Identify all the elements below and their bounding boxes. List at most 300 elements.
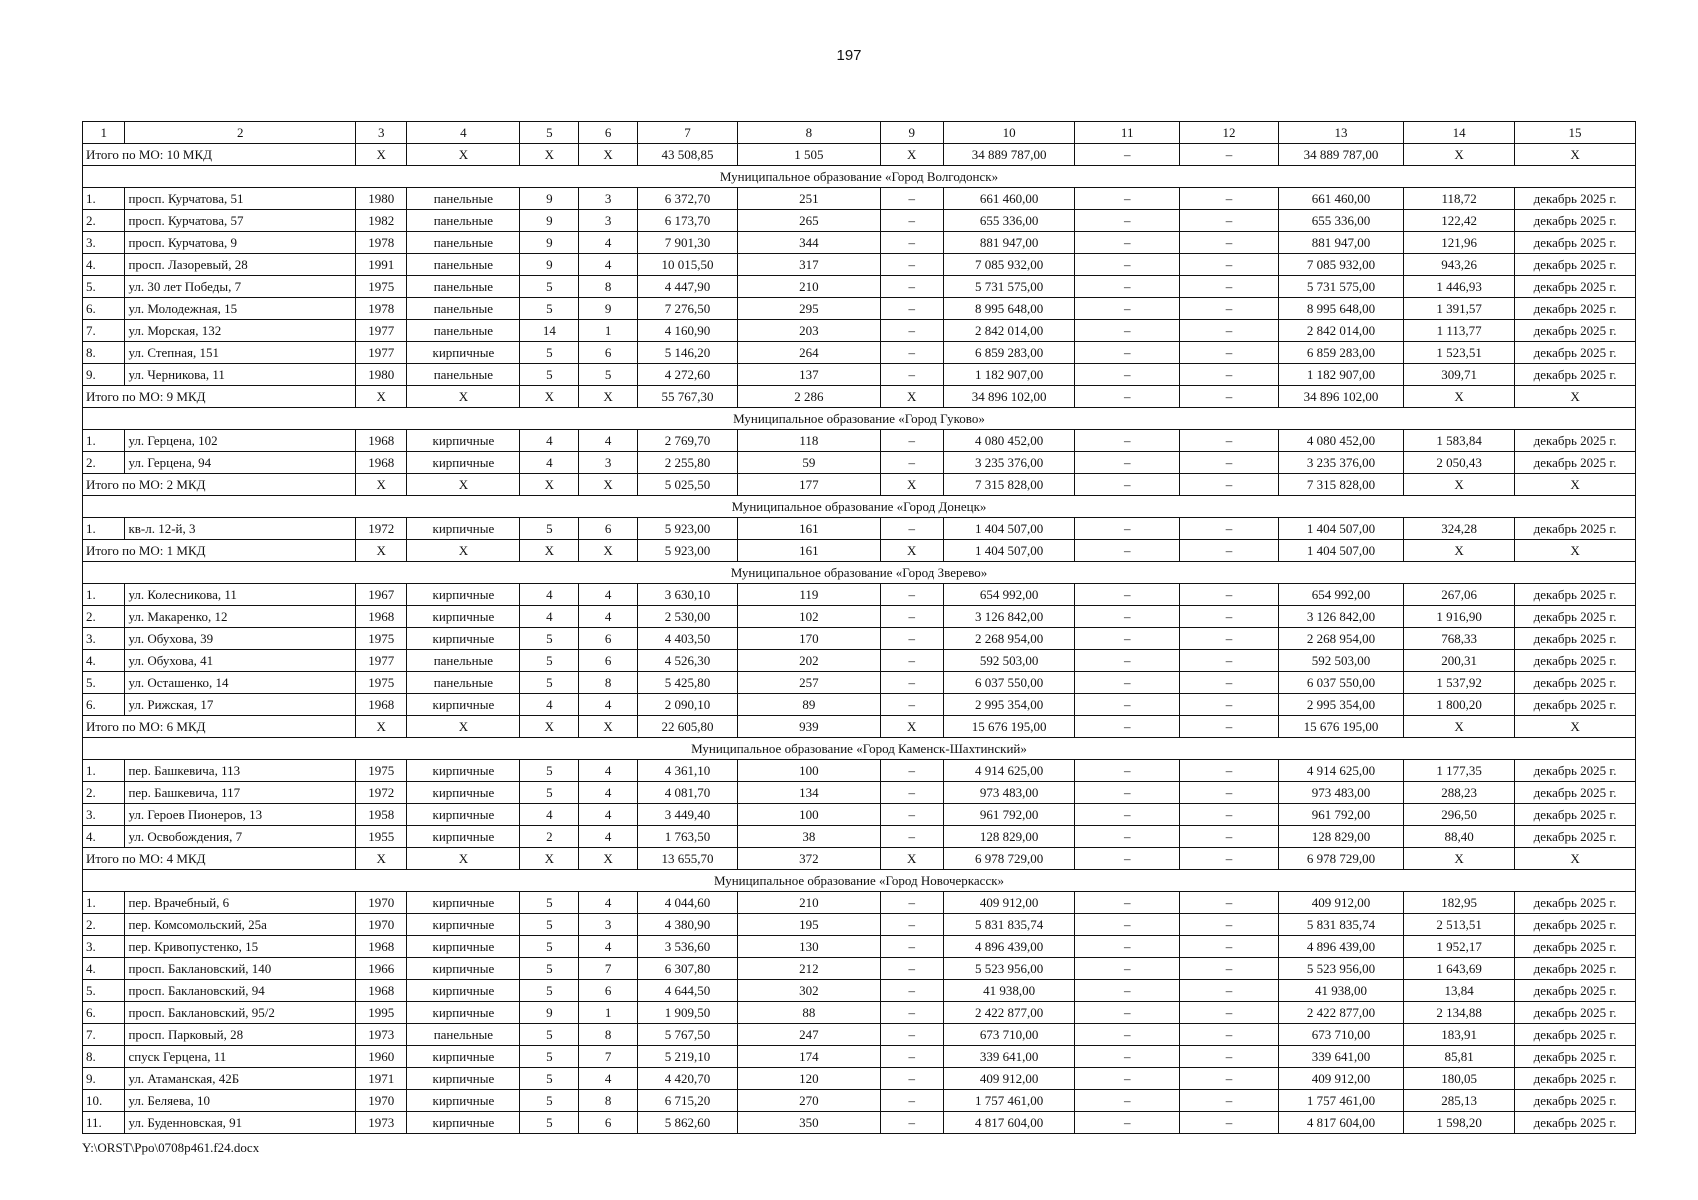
total-cell: X <box>880 144 943 166</box>
table-cell: просп. Курчатова, 57 <box>125 210 356 232</box>
table-cell: 7 <box>579 958 638 980</box>
total-cell: 372 <box>738 848 881 870</box>
table-row <box>83 452 1636 474</box>
table-cell: – <box>1179 782 1278 804</box>
table-cell: кирпичные <box>407 936 520 958</box>
table-cell: 5 <box>520 892 579 914</box>
table-cell: 8 995 648,00 <box>943 298 1075 320</box>
table-cell: 9 <box>579 298 638 320</box>
table-cell: 4 044,60 <box>638 892 738 914</box>
table-cell: 7 085 932,00 <box>1278 254 1403 276</box>
table-cell: – <box>880 276 943 298</box>
total-cell: 1 404 507,00 <box>1278 540 1403 562</box>
table-cell: 13,84 <box>1404 980 1515 1002</box>
table-cell: 5 <box>520 980 579 1002</box>
table-cell: 102 <box>738 606 881 628</box>
table-cell: – <box>1075 606 1179 628</box>
table-cell: 6 859 283,00 <box>1278 342 1403 364</box>
table-cell: 288,23 <box>1404 782 1515 804</box>
total-cell: – <box>1179 474 1278 496</box>
table-cell: 4 526,30 <box>638 650 738 672</box>
table-cell: 270 <box>738 1090 881 1112</box>
table-cell: пер. Врачебный, 6 <box>125 892 356 914</box>
table-cell: – <box>880 320 943 342</box>
table-cell: – <box>1179 584 1278 606</box>
column-number: 3 <box>356 122 407 144</box>
table-cell: 339 641,00 <box>1278 1046 1403 1068</box>
table-cell: – <box>1179 210 1278 232</box>
section-title: Муниципальное образование «Город Новочеркасск» <box>83 870 1636 892</box>
table-cell: 6. <box>83 694 125 716</box>
table-cell: 4 420,70 <box>638 1068 738 1090</box>
table-cell: 961 792,00 <box>1278 804 1403 826</box>
table-cell: 7 276,50 <box>638 298 738 320</box>
table-cell: 10. <box>83 1090 125 1112</box>
table-cell: – <box>1075 804 1179 826</box>
table-cell: 7 <box>579 1046 638 1068</box>
table-cell: 1972 <box>356 518 407 540</box>
table-row <box>83 650 1636 672</box>
table-row <box>83 430 1636 452</box>
table-cell: 122,42 <box>1404 210 1515 232</box>
table-cell: 409 912,00 <box>1278 892 1403 914</box>
total-cell: X <box>579 474 638 496</box>
table-cell: 88 <box>738 1002 881 1024</box>
section-title: Муниципальное образование «Город Гуково» <box>83 408 1636 430</box>
table-row <box>83 1090 1636 1112</box>
table-cell: – <box>1075 694 1179 716</box>
table-cell: 1968 <box>356 430 407 452</box>
table-cell: панельные <box>407 1024 520 1046</box>
table-cell: 1 <box>579 1002 638 1024</box>
table-cell: декабрь 2025 г. <box>1515 254 1636 276</box>
table-cell: 4 <box>579 936 638 958</box>
table-cell: – <box>1075 650 1179 672</box>
total-cell: X <box>1404 716 1515 738</box>
table-cell: 1995 <box>356 1002 407 1024</box>
table-cell: 11. <box>83 1112 125 1134</box>
table-cell: 409 912,00 <box>943 1068 1075 1090</box>
total-cell: 34 889 787,00 <box>943 144 1075 166</box>
total-cell: X <box>407 540 520 562</box>
total-cell: 22 605,80 <box>638 716 738 738</box>
table-cell: 2 769,70 <box>638 430 738 452</box>
total-cell: X <box>407 144 520 166</box>
total-cell: – <box>1179 144 1278 166</box>
table-cell: – <box>1075 518 1179 540</box>
table-cell: 6 <box>579 518 638 540</box>
table-cell: 1 583,84 <box>1404 430 1515 452</box>
table-cell: 6. <box>83 1002 125 1024</box>
table-cell: 302 <box>738 980 881 1002</box>
table-cell: 5 <box>579 364 638 386</box>
total-cell: 34 889 787,00 <box>1278 144 1403 166</box>
table-cell: – <box>1179 1112 1278 1134</box>
total-cell: X <box>1515 848 1636 870</box>
table-cell: – <box>880 430 943 452</box>
table-cell: – <box>1179 1024 1278 1046</box>
total-cell: – <box>1075 848 1179 870</box>
table-cell: – <box>1179 628 1278 650</box>
column-number: 12 <box>1179 122 1278 144</box>
table-cell: 3 126 842,00 <box>943 606 1075 628</box>
table-cell: пер. Башкевича, 117 <box>125 782 356 804</box>
table-cell: – <box>1075 1046 1179 1068</box>
table-cell: 1 182 907,00 <box>943 364 1075 386</box>
table-cell: 8 <box>579 276 638 298</box>
total-cell: 6 978 729,00 <box>943 848 1075 870</box>
table-cell: 1 523,51 <box>1404 342 1515 364</box>
total-cell: 43 508,85 <box>638 144 738 166</box>
table-cell: ул. Освобождения, 7 <box>125 826 356 848</box>
column-number: 10 <box>943 122 1075 144</box>
table-row <box>83 826 1636 848</box>
table-cell: панельные <box>407 672 520 694</box>
table-cell: кирпичные <box>407 452 520 474</box>
table-cell: 267,06 <box>1404 584 1515 606</box>
table-cell: – <box>880 364 943 386</box>
table-cell: – <box>880 892 943 914</box>
table-cell: ул. 30 лет Победы, 7 <box>125 276 356 298</box>
table-cell: – <box>1179 980 1278 1002</box>
table-cell: 2. <box>83 914 125 936</box>
table-cell: 5 <box>520 1068 579 1090</box>
table-cell: 119 <box>738 584 881 606</box>
column-number: 9 <box>880 122 943 144</box>
table-cell: 4 380,90 <box>638 914 738 936</box>
table-cell: – <box>1075 452 1179 474</box>
total-cell: X <box>1404 474 1515 496</box>
table-cell: 6 715,20 <box>638 1090 738 1112</box>
table-cell: – <box>1075 958 1179 980</box>
column-number: 7 <box>638 122 738 144</box>
table-cell: 6. <box>83 298 125 320</box>
table-cell: просп. Баклановский, 140 <box>125 958 356 980</box>
total-cell: 2 286 <box>738 386 881 408</box>
table-cell: декабрь 2025 г. <box>1515 430 1636 452</box>
table-cell: кирпичные <box>407 914 520 936</box>
table-cell: панельные <box>407 254 520 276</box>
table-cell: – <box>880 1112 943 1134</box>
table-cell: 1 800,20 <box>1404 694 1515 716</box>
total-cell: X <box>407 716 520 738</box>
table-cell: 8 <box>579 672 638 694</box>
table-cell: кирпичные <box>407 892 520 914</box>
total-cell: X <box>520 848 579 870</box>
column-number: 8 <box>738 122 881 144</box>
table-row <box>83 320 1636 342</box>
table-cell: просп. Лазоревый, 28 <box>125 254 356 276</box>
column-number: 15 <box>1515 122 1636 144</box>
section-header-row <box>83 562 1636 584</box>
table-cell: – <box>1075 342 1179 364</box>
table-cell: 1. <box>83 188 125 210</box>
table-row <box>83 892 1636 914</box>
table-cell: 1975 <box>356 760 407 782</box>
total-label: Итого по МО: 9 МКД <box>83 386 356 408</box>
table-cell: 59 <box>738 452 881 474</box>
table-cell: 212 <box>738 958 881 980</box>
table-cell: кирпичные <box>407 518 520 540</box>
total-cell: X <box>1515 540 1636 562</box>
table-cell: 9 <box>520 232 579 254</box>
table-cell: 6 037 550,00 <box>943 672 1075 694</box>
table-cell: 4 361,10 <box>638 760 738 782</box>
total-label: Итого по МО: 4 МКД <box>83 848 356 870</box>
table-cell: 89 <box>738 694 881 716</box>
section-header-row <box>83 166 1636 188</box>
total-row <box>83 144 1636 166</box>
total-cell: 5 025,50 <box>638 474 738 496</box>
table-cell: – <box>1075 188 1179 210</box>
table-cell: 3 630,10 <box>638 584 738 606</box>
table-cell: – <box>1075 782 1179 804</box>
table-cell: 4 <box>520 584 579 606</box>
total-cell: X <box>1515 386 1636 408</box>
table-cell: – <box>880 782 943 804</box>
table-row <box>83 298 1636 320</box>
total-cell: 15 676 195,00 <box>1278 716 1403 738</box>
table-cell: 881 947,00 <box>943 232 1075 254</box>
table-cell: 3 235 376,00 <box>943 452 1075 474</box>
table-cell: 3 235 376,00 <box>1278 452 1403 474</box>
table-cell: 6 <box>579 980 638 1002</box>
table-cell: 121,96 <box>1404 232 1515 254</box>
table-cell: 1967 <box>356 584 407 606</box>
table-cell: 9 <box>520 1002 579 1024</box>
table-cell: 4 <box>579 694 638 716</box>
table-cell: – <box>1179 1002 1278 1024</box>
table-cell: 4 <box>579 254 638 276</box>
table-cell: 3 449,40 <box>638 804 738 826</box>
total-cell: X <box>520 474 579 496</box>
table-cell: 180,05 <box>1404 1068 1515 1090</box>
table-cell: 2 090,10 <box>638 694 738 716</box>
table-cell: ул. Морская, 132 <box>125 320 356 342</box>
table-cell: декабрь 2025 г. <box>1515 1090 1636 1112</box>
table-cell: 1 952,17 <box>1404 936 1515 958</box>
table-cell: 1 916,90 <box>1404 606 1515 628</box>
table-cell: 3 536,60 <box>638 936 738 958</box>
table-cell: – <box>1075 1068 1179 1090</box>
table-cell: 4 403,50 <box>638 628 738 650</box>
table-row <box>83 364 1636 386</box>
total-row <box>83 848 1636 870</box>
table-cell: 1972 <box>356 782 407 804</box>
table-cell: 1 404 507,00 <box>1278 518 1403 540</box>
table-cell: 10 015,50 <box>638 254 738 276</box>
table-cell: 1968 <box>356 694 407 716</box>
total-cell: – <box>1075 386 1179 408</box>
table-cell: 1978 <box>356 232 407 254</box>
table-cell: 134 <box>738 782 881 804</box>
table-cell: – <box>880 826 943 848</box>
table-row <box>83 760 1636 782</box>
table-cell: декабрь 2025 г. <box>1515 672 1636 694</box>
table-cell: ул. Герцена, 102 <box>125 430 356 452</box>
table-cell: пер. Комсомольский, 25а <box>125 914 356 936</box>
table-cell: – <box>1179 826 1278 848</box>
table-cell: 1971 <box>356 1068 407 1090</box>
table-cell: 265 <box>738 210 881 232</box>
table-cell: – <box>1075 298 1179 320</box>
table-cell: декабрь 2025 г. <box>1515 782 1636 804</box>
table-cell: 1 643,69 <box>1404 958 1515 980</box>
table-cell: ул. Черникова, 11 <box>125 364 356 386</box>
table-cell: 3. <box>83 628 125 650</box>
table-cell: 200,31 <box>1404 650 1515 672</box>
table-row <box>83 914 1636 936</box>
column-number: 5 <box>520 122 579 144</box>
table-cell: 1. <box>83 760 125 782</box>
table-cell: декабрь 2025 г. <box>1515 518 1636 540</box>
table-cell: декабрь 2025 г. <box>1515 364 1636 386</box>
table-cell: кирпичные <box>407 606 520 628</box>
table-row <box>83 782 1636 804</box>
table-cell: 317 <box>738 254 881 276</box>
table-cell: 1968 <box>356 980 407 1002</box>
total-cell: X <box>880 386 943 408</box>
table-cell: 7. <box>83 1024 125 1046</box>
table-cell: ул. Атаманская, 42Б <box>125 1068 356 1090</box>
table-cell: 6 173,70 <box>638 210 738 232</box>
table-cell: 5 862,60 <box>638 1112 738 1134</box>
total-cell: – <box>1075 540 1179 562</box>
table-cell: 3 126 842,00 <box>1278 606 1403 628</box>
table-cell: 5 831 835,74 <box>943 914 1075 936</box>
table-cell: 264 <box>738 342 881 364</box>
table-cell: 5 767,50 <box>638 1024 738 1046</box>
table-cell: декабрь 2025 г. <box>1515 1112 1636 1134</box>
table-cell: ул. Герцена, 94 <box>125 452 356 474</box>
total-cell: 7 315 828,00 <box>1278 474 1403 496</box>
table-cell: – <box>1075 320 1179 342</box>
table-cell: 6 <box>579 650 638 672</box>
total-row <box>83 540 1636 562</box>
table-cell: 9 <box>520 254 579 276</box>
table-cell: – <box>880 1068 943 1090</box>
table-cell: – <box>1075 210 1179 232</box>
table-cell: просп. Курчатова, 51 <box>125 188 356 210</box>
table-cell: – <box>880 760 943 782</box>
table-cell: 4. <box>83 958 125 980</box>
table-row <box>83 606 1636 628</box>
table-cell: 6 307,80 <box>638 958 738 980</box>
table-cell: 170 <box>738 628 881 650</box>
table-cell: 4 <box>579 760 638 782</box>
table-cell: 3 <box>579 188 638 210</box>
table-cell: 41 938,00 <box>943 980 1075 1002</box>
table-cell: 1975 <box>356 628 407 650</box>
table-cell: декабрь 2025 г. <box>1515 320 1636 342</box>
table-cell: 4 <box>520 606 579 628</box>
total-cell: X <box>520 386 579 408</box>
section-header-row <box>83 496 1636 518</box>
table-cell: 296,50 <box>1404 804 1515 826</box>
table-cell: ул. Обухова, 39 <box>125 628 356 650</box>
table-cell: 5. <box>83 276 125 298</box>
section-title: Муниципальное образование «Город Каменск-Шахтинский» <box>83 738 1636 760</box>
table-cell: ул. Буденновская, 91 <box>125 1112 356 1134</box>
table-cell: 4 <box>579 892 638 914</box>
table-row <box>83 232 1636 254</box>
table-cell: – <box>1179 606 1278 628</box>
table-row <box>83 210 1636 232</box>
table-cell: – <box>880 232 943 254</box>
table-cell: панельные <box>407 298 520 320</box>
page-number: 197 <box>836 47 862 64</box>
table-cell: 5. <box>83 672 125 694</box>
column-number: 13 <box>1278 122 1403 144</box>
table-cell: 1 763,50 <box>638 826 738 848</box>
table-cell: 202 <box>738 650 881 672</box>
table-cell: – <box>880 958 943 980</box>
table-cell: 1 757 461,00 <box>943 1090 1075 1112</box>
table-cell: декабрь 2025 г. <box>1515 1002 1636 1024</box>
table-cell: 285,13 <box>1404 1090 1515 1112</box>
total-cell: X <box>579 144 638 166</box>
table-cell: 1980 <box>356 188 407 210</box>
table-cell: кирпичные <box>407 1068 520 1090</box>
table-cell: 3. <box>83 232 125 254</box>
table-cell: 350 <box>738 1112 881 1134</box>
table-cell: 4 914 625,00 <box>943 760 1075 782</box>
table-cell: 5 731 575,00 <box>943 276 1075 298</box>
table-cell: 1 537,92 <box>1404 672 1515 694</box>
table-cell: 8. <box>83 1046 125 1068</box>
table-cell: 4. <box>83 826 125 848</box>
table-cell: – <box>880 936 943 958</box>
table-cell: 2 513,51 <box>1404 914 1515 936</box>
table-row <box>83 628 1636 650</box>
table-cell: – <box>1179 1090 1278 1112</box>
table-cell: 2 268 954,00 <box>943 628 1075 650</box>
table-cell: – <box>1179 232 1278 254</box>
table-cell: 7 085 932,00 <box>943 254 1075 276</box>
table-cell: декабрь 2025 г. <box>1515 452 1636 474</box>
table-cell: – <box>880 342 943 364</box>
table-cell: ул. Героев Пионеров, 13 <box>125 804 356 826</box>
table-cell: 1968 <box>356 606 407 628</box>
table-cell: 1 404 507,00 <box>943 518 1075 540</box>
table-cell: декабрь 2025 г. <box>1515 980 1636 1002</box>
table-cell: 1975 <box>356 672 407 694</box>
table-cell: 3 <box>579 452 638 474</box>
table-cell: – <box>1075 364 1179 386</box>
table-cell: – <box>1179 276 1278 298</box>
table-cell: – <box>880 1002 943 1024</box>
table-cell: 4 817 604,00 <box>1278 1112 1403 1134</box>
table-cell: 1970 <box>356 892 407 914</box>
table-cell: – <box>1179 518 1278 540</box>
table-cell: 673 710,00 <box>1278 1024 1403 1046</box>
table-cell: 203 <box>738 320 881 342</box>
table-cell: декабрь 2025 г. <box>1515 1024 1636 1046</box>
table-cell: 5 <box>520 298 579 320</box>
table-cell: 88,40 <box>1404 826 1515 848</box>
column-number: 2 <box>125 122 356 144</box>
table-cell: – <box>1075 936 1179 958</box>
total-cell: 13 655,70 <box>638 848 738 870</box>
total-cell: 1 505 <box>738 144 881 166</box>
total-cell: – <box>1179 716 1278 738</box>
table-cell: – <box>1075 1112 1179 1134</box>
table-cell: 1973 <box>356 1024 407 1046</box>
table-cell: 1991 <box>356 254 407 276</box>
table-cell: 5 831 835,74 <box>1278 914 1403 936</box>
table-cell: – <box>880 804 943 826</box>
section-header-row <box>83 738 1636 760</box>
